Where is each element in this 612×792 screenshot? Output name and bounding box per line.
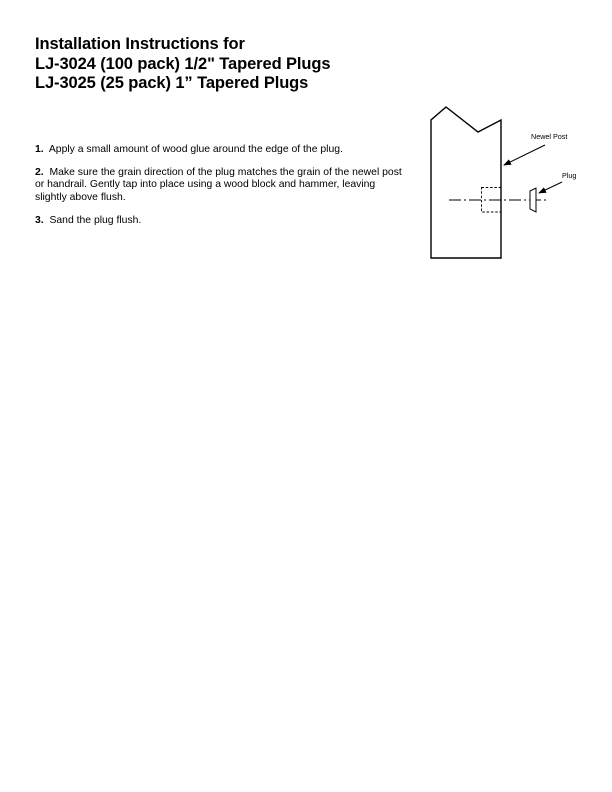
step-text: Make sure the grain direction of the plug matches the grain of the newel post or handrail. Gently tap into place using a wood block and hammer, leaving slightly above flush. bbox=[35, 166, 402, 203]
newel-post-label: Newel Post bbox=[531, 132, 568, 141]
step-number: 3. bbox=[35, 214, 44, 226]
step-number: 1. bbox=[35, 144, 44, 155]
step-text: Apply a small amount of wood glue around the edge of the plug. bbox=[48, 144, 343, 155]
title-line-3: LJ-3025 (25 pack) 1” Tapered Plugs bbox=[35, 74, 309, 92]
step-text: Sand the plug flush. bbox=[49, 214, 142, 226]
newel-post-outline bbox=[431, 107, 501, 258]
title-line-1: Installation Instructions for bbox=[35, 35, 245, 53]
step-number: 2. bbox=[35, 166, 44, 178]
plug-label: Plug bbox=[562, 171, 577, 180]
plug-arrow bbox=[539, 182, 562, 193]
plug-shape bbox=[530, 188, 536, 212]
newel-post-arrow bbox=[504, 145, 545, 165]
title-line-2: LJ-3024 (100 pack) 1/2" Tapered Plugs bbox=[35, 54, 331, 73]
